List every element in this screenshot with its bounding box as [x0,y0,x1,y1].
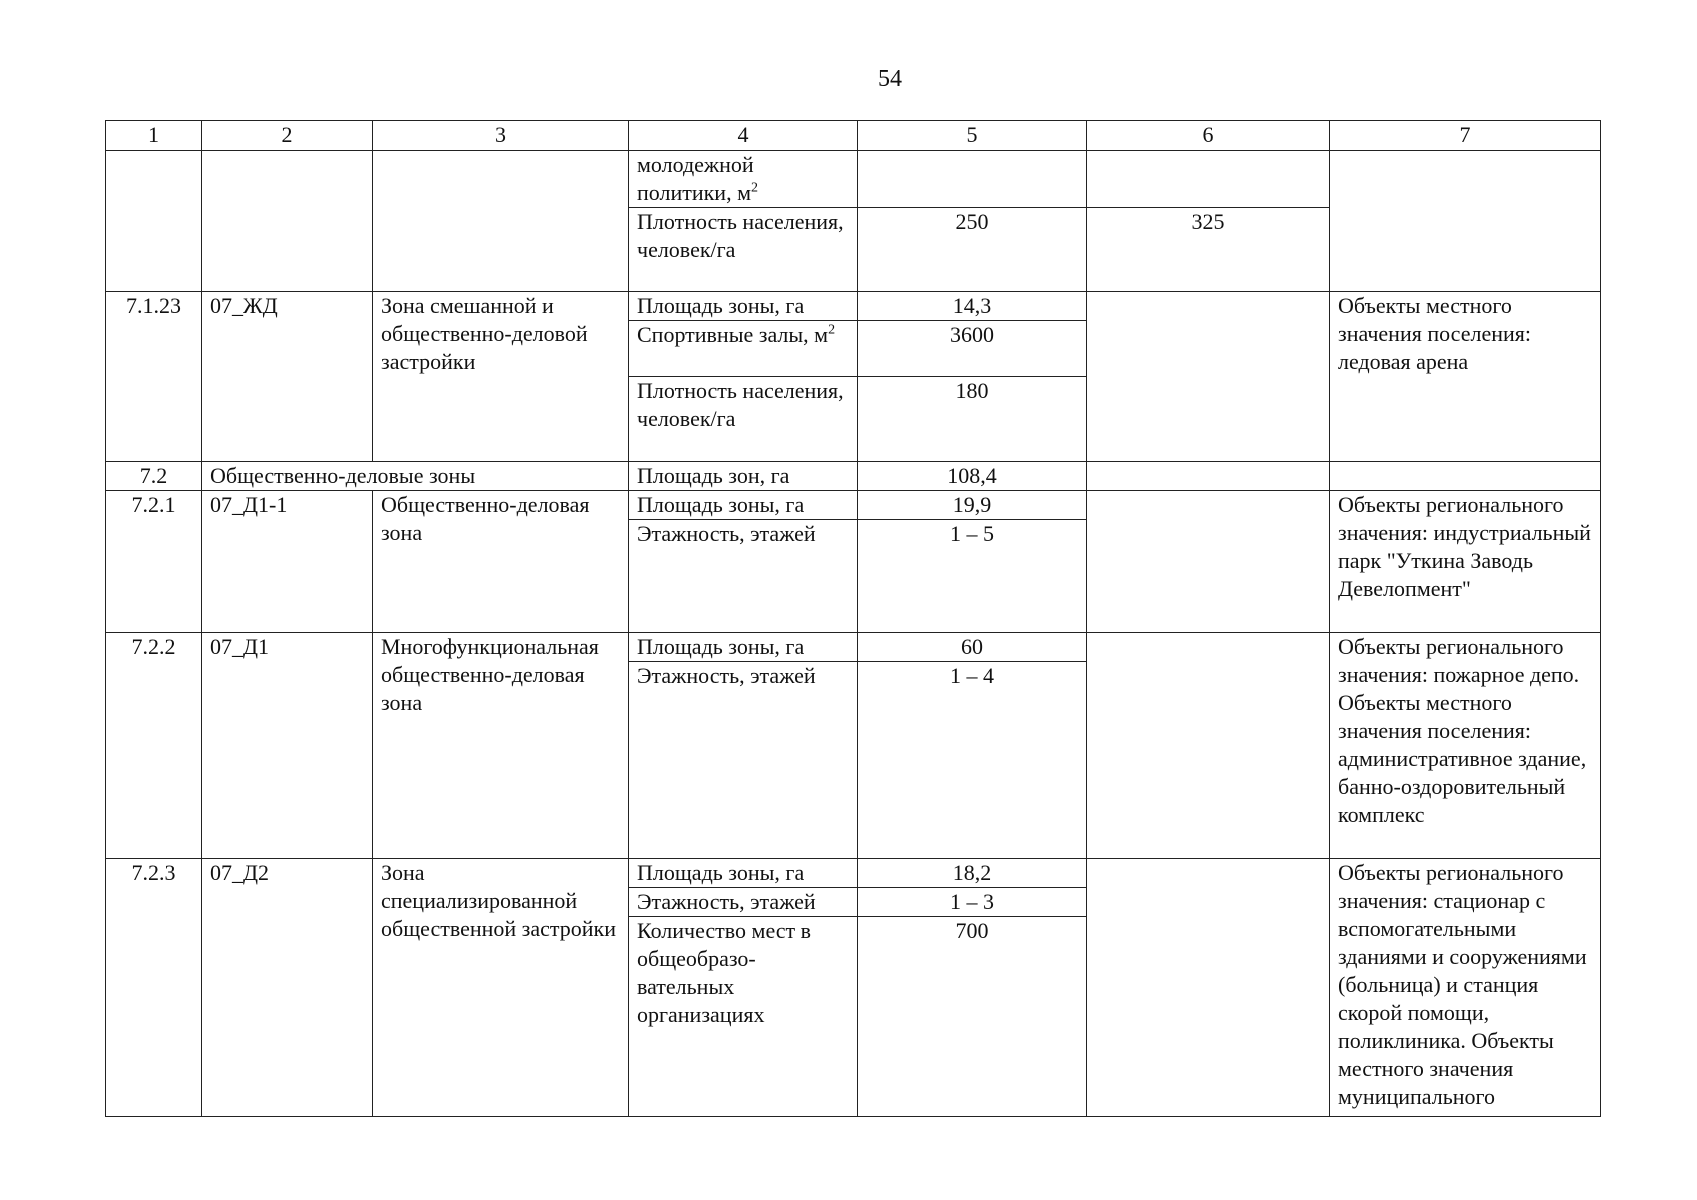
cell-number: 7.2.2 [106,633,202,859]
cell-value: 250 [858,208,1087,292]
cell-parameter [629,321,858,377]
cell-parameter: Плотность населения, человек/га [629,377,858,462]
cell-code: 07_ЖД [202,292,373,462]
cell-parameter: Площадь зон, га [629,462,858,491]
cell-value [1087,491,1330,633]
cell-number: 7.1.23 [106,292,202,462]
cell-value: 180 [858,377,1087,462]
header-cell: 7 [1330,121,1601,151]
cell-objects: Объекты регионального значения: индустриальный парк "Уткина Заводь Девелопмент" [1330,491,1601,633]
cell-value: 3600 [858,321,1087,377]
cell-value: 14,3 [858,292,1087,321]
cell-value [1087,462,1330,491]
table-row [106,491,1601,520]
cell-number: 7.2 [106,462,202,491]
table-row [106,462,1601,491]
cell-section-title: Общественно-деловые зоны [202,462,629,491]
superscript: 2 [828,322,836,338]
cell-value: 60 [858,633,1087,662]
cell-objects [1330,462,1601,491]
cell-value: 18,2 [858,859,1087,888]
table-row [106,151,1601,208]
parameter-text: Спортивные залы, м [637,322,829,347]
cell-objects: Объекты регионального значения: пожарное депо. Объекты местного значения поселения: административное здание, банно-оздоровительный комплекс [1330,633,1601,859]
cell-parameter: Этажность, этажей [629,520,858,633]
header-cell: 5 [858,121,1087,151]
header-cell: 3 [373,121,629,151]
cell-value [1087,633,1330,859]
cell-code [202,151,373,292]
table-row [106,859,1601,888]
superscript: 2 [751,180,759,196]
cell-value [1087,151,1330,208]
zones-table [105,120,1601,1117]
cell-value: 1 – 3 [858,888,1087,917]
cell-value: 700 [858,917,1087,1117]
cell-zone [373,151,629,292]
cell-objects: Объекты местного значения поселения: ледовая арена [1330,292,1601,462]
cell-value [1087,859,1330,1117]
cell-number: 7.2.1 [106,491,202,633]
cell-parameter: Площадь зоны, га [629,292,858,321]
cell-parameter: Этажность, этажей [629,888,858,917]
cell-objects: Объекты регионального значения: стационар с вспомогательными зданиями и сооружениями (больница) и станция скорой помощи, поликлиника. Объекты местного значения муниципального [1330,859,1601,1117]
cell-number [106,151,202,292]
cell-parameter: Этажность, этажей [629,662,858,859]
cell-value: 325 [1087,208,1330,292]
page-number: 54 [878,66,902,92]
header-cell: 2 [202,121,373,151]
cell-parameter [629,151,858,208]
cell-parameter: Площадь зоны, га [629,491,858,520]
header-cell: 6 [1087,121,1330,151]
cell-number: 7.2.3 [106,859,202,1117]
parameter-text: молодежной политики, м [637,152,754,205]
cell-value [1087,292,1330,462]
cell-value: 1 – 5 [858,520,1087,633]
header-cell: 1 [106,121,202,151]
header-row [106,121,1601,151]
cell-value: 1 – 4 [858,662,1087,859]
cell-zone: Зона специализированной общественной застройки [373,859,629,1117]
cell-zone: Многофункциональная общественно-деловая зона [373,633,629,859]
header-cell: 4 [629,121,858,151]
cell-code: 07_Д2 [202,859,373,1117]
cell-value: 108,4 [858,462,1087,491]
cell-objects [1330,151,1601,292]
cell-parameter: Плотность населения, человек/га [629,208,858,292]
cell-parameter: Количество мест в общеобразо-вательных организациях [629,917,858,1117]
cell-code: 07_Д1-1 [202,491,373,633]
cell-value [858,151,1087,208]
cell-zone: Зона смешанной и общественно-деловой застройки [373,292,629,462]
cell-code: 07_Д1 [202,633,373,859]
table-row [106,633,1601,662]
cell-parameter: Площадь зоны, га [629,859,858,888]
table-row [106,292,1601,321]
cell-zone: Общественно-деловая зона [373,491,629,633]
cell-parameter: Площадь зоны, га [629,633,858,662]
cell-value: 19,9 [858,491,1087,520]
